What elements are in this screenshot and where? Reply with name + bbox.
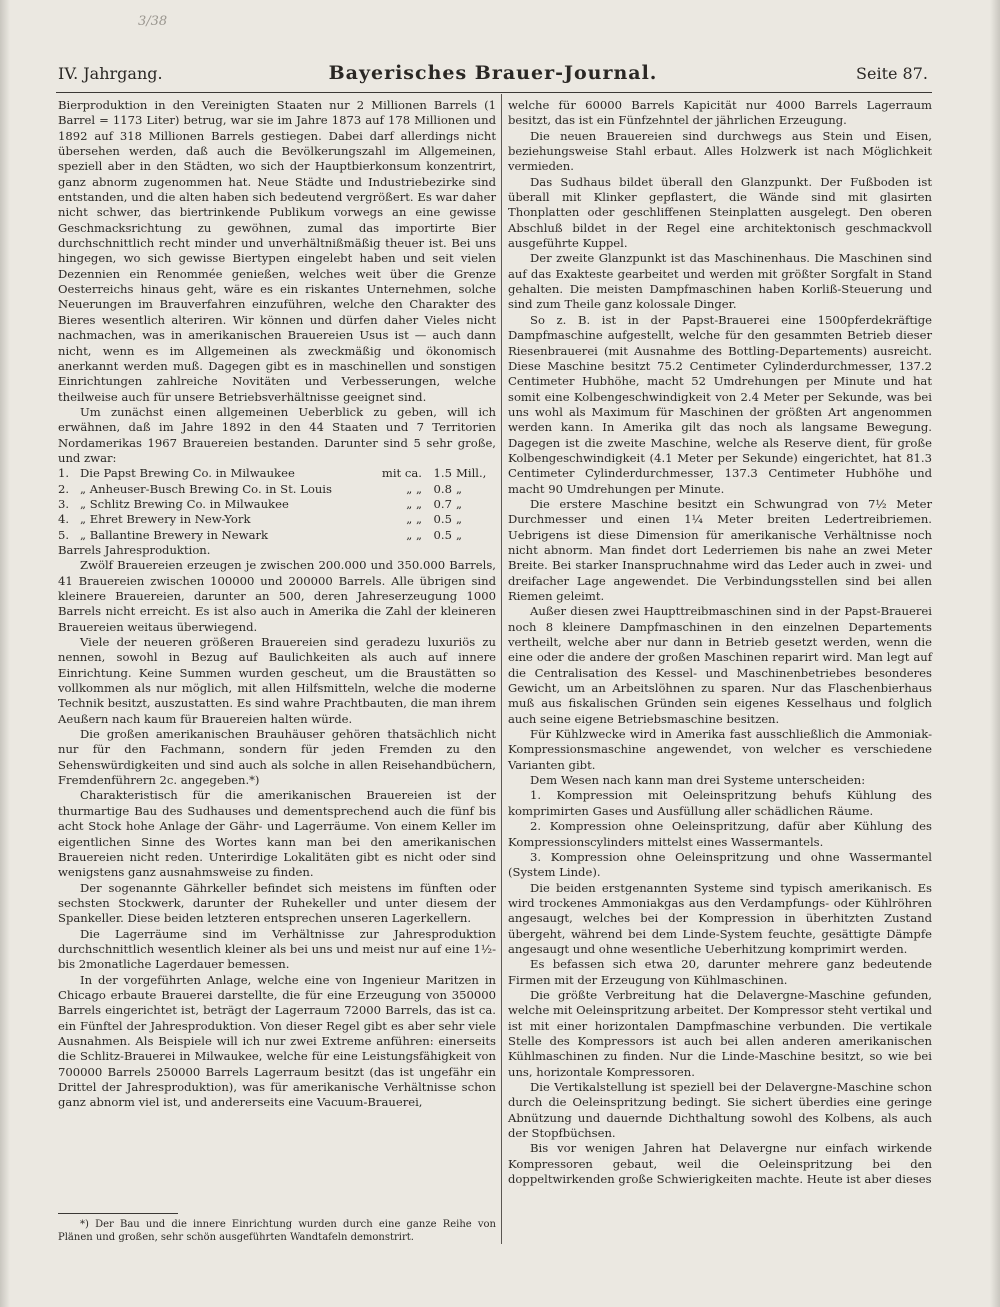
paragraph: Die neuen Brauereien sind durchwegs aus Stein und Eisen, beziehungsweise Stahl erbaut. Alles Holzwerk ist nach Möglichkeit vermieden.	[508, 128, 932, 174]
column-divider	[501, 94, 502, 1244]
list-number: 2.	[58, 481, 70, 496]
paragraph: Der zweite Glanzpunkt ist das Maschinenhaus. Die Maschinen sind auf das Exakteste gearbeitet und werden mit größter Sorgfalt in Stand gehalten. Die meisten Dampfmaschinen haben Korliß-Steuerung und sind zum Theile ganz kolossale Dinger.	[508, 251, 932, 312]
list-item	[58, 482, 496, 497]
list-item	[58, 528, 496, 543]
footnote-text: *) Der Bau und die innere Einrichtung wurden durch eine ganze Reihe von Plänen und großen, sehr schön ausgeführten Wandtafeln demonstrirt.	[58, 1219, 496, 1243]
running-header	[58, 64, 928, 90]
paragraph: 2. Kompression ohne Oeleinspritzung, dafür aber Kühlung des Kompressionscylinders mittelst eines Wassermantels.	[508, 819, 932, 849]
brewery-unit: „	[456, 481, 463, 496]
footnote	[58, 1218, 496, 1244]
brewery-unit: „	[456, 512, 463, 527]
paragraph: Die großen amerikanischen Brauhäuser gehören thatsächlich nicht nur für den Fachmann, sondern für jeden Fremden zu den Sehenswürdigkeiten und sind auch als solche in allen Reisehandbüchern, Fremdenführern 2c. angegeben.*)	[58, 727, 496, 788]
paragraph: Die Lagerräume sind im Verhältnisse zur Jahresproduktion durchschnittlich wesentlich kleiner als bei uns und meist nur auf eine 1½- bis 2monatliche Lagerdauer bemessen.	[58, 926, 496, 972]
brewery-unit: „	[456, 496, 463, 511]
brewery-name: „ Anheuser-Busch Brewing Co. in St. Louis	[80, 481, 332, 496]
paragraph: Für Kühlzwecke wird in Amerika fast ausschließlich die Ammoniak-Kompressionsmaschine angewendet, von welcher es verschiedene Varianten gibt.	[508, 727, 932, 772]
list-number: 1.	[58, 466, 70, 481]
brewery-approx: „ „	[406, 512, 422, 527]
page-edge-left	[0, 0, 10, 1307]
brewery-approx: mit ca.	[381, 466, 422, 481]
paragraph: 3. Kompression ohne Oeleinspritzung und ohne Wassermantel (System Linde).	[508, 849, 932, 880]
brewery-list	[58, 466, 496, 543]
paragraph: So z. B. ist in der Papst-Brauerei eine 1500pferdekräftige Dampfmaschine aufgestellt, welche für den gesammten Betrieb dieser Riesenbrauerei (mit Ausnahme des Bottling-Departements) ausreicht. Diese Maschine besitzt 75.2 Centimeter Cylinderdurchmesser, 137.2 Centimeter Hubhöhe, macht 52 Umdrehungen per Minute und hat somit eine Kolbengeschwindigkeit von 2.4 Meter per Sekunde, was bei uns wohl als Maximum für Maschinen der größten Art angenommen werden kann. In Amerika gilt das noch als langsame Bewegung. Dagegen ist die zweite Maschine, welche als Reserve dient, für große Kolbengeschwindigkeit (4.1 Meter per Sekunde) eingerichtet, hat 81.3 Centimeter Cylinderdurchmesser, 137.3 Centimeter Hubhöhe und macht 90 Umdrehungen per Minute.	[508, 312, 932, 496]
paragraph: Bis vor wenigen Jahren hat Delavergne nur einfach wirkende Kompressoren gebaut, weil die Oeleinspritzung bei den doppeltwirkenden große Schwierigkeiten machte. Heute ist aber dieses	[508, 1141, 932, 1187]
list-number: 5.	[58, 527, 70, 542]
paragraph: In der vorgeführten Anlage, welche eine von Ingenieur Maritzen in Chicago erbaute Brauerei darstellte, die für eine Erzeugung von 350000 Barrels eingerichtet ist, beträgt der Lagerraum 72000 Barrels, das ist ca. ein Fünftel der Jahresproduktion. Von dieser Regel gibt es aber sehr viele Ausnahmen. Als Beispiele will ich nur zwei Extreme anführen: einerseits die Schlitz-Brauerei in Milwaukee, welche für eine Leistungsfähigkeit von 700000 Barrels 250000 Barrels Lagerraum besitzt (das ist ungefähr ein Drittel der Jahresproduktion), was für amerikanische Verhältnisse schon ganz abnorm viel ist, und andererseits eine Vacuum-Brauerei,	[58, 972, 496, 1110]
paragraph: Das Sudhaus bildet überall den Glanzpunkt. Der Fußboden ist überall mit Klinker gepflastert, die Wände sind mit glasirten Thonplatten oder geschliffenen Steinplatten ausgelegt. Den oberen Abschluß bildet in der Regel eine architektonisch geschmackvoll ausgeführte Kuppel.	[508, 174, 932, 251]
paragraph: Dem Wesen nach kann man drei Systeme unterscheiden:	[530, 773, 866, 788]
brewery-value: 0.5	[433, 512, 452, 527]
paragraph: 1. Kompression mit Oeleinspritzung behufs Kühlung des komprimirten Gases und Ausfüllung aller schädlichen Räume.	[508, 788, 932, 818]
paragraph: welche für 60000 Barrels Kapicität nur 4000 Barrels Lagerraum besitzt, das ist ein Fünfzehntel der jährlichen Erzeugung.	[508, 98, 932, 128]
brewery-unit: „	[456, 527, 463, 542]
paragraph: Um zunächst einen allgemeinen Ueberblick zu geben, will ich erwähnen, daß im Jahre 1892 in den 44 Staaten und 7 Territorien Nordamerikas 1967 Brauereien bestanden. Darunter sind 5 sehr große, und zwar:	[58, 404, 496, 465]
paragraph: Barrels Jahresproduktion.	[58, 542, 211, 557]
brewery-name: Die Papst Brewing Co. in Milwaukee	[80, 466, 295, 481]
brewery-unit: Mill.,	[456, 466, 487, 481]
right-column	[508, 98, 932, 1187]
page-number: Seite 87.	[856, 64, 928, 83]
page-edge-right	[990, 0, 1000, 1307]
list-number: 3.	[58, 496, 70, 511]
volume-label: IV. Jahrgang.	[58, 64, 163, 83]
brewery-value: 1.5	[433, 466, 452, 481]
paragraph: Bierproduktion in den Vereinigten Staaten nur 2 Millionen Barrels (1 Barrel = 1173 Liter) betrug, war sie im Jahre 1873 auf 178 Millionen und 1892 auf 318 Millionen Barrels gestiegen. Dabei darf allerdings nicht übersehen werden, daß auch die Bevölkerungszahl im Allgemeinen, speziell aber in den Städten, wo sich der Hauptbierkonsum konzentrirt, ganz abnorm zugenommen hat. Neue Städte und Industriebezirke sind entstanden, und die alten haben sich bedeutend vergrößert. Es war daher nicht schwer, das biertrinkende Publikum vorwegs an eine gewisse Geschmacksrichtung zu gewöhnen, zumal das importirte Bier durchschnittlich recht minder und unverhältnißmäßig theuer ist. Bei uns hingegen, wo sich gewisse Biertypen eingelebt haben und seit vielen Dezennien ein Renommée genießen, welches weit über die Grenze Oesterreichs hinaus geht, wäre es ein riskantes Unternehmen, solche Neuerungen im Brauverfahren einzuführen, welche den Charakter des Bieres wesentlich alteriren. Wir können und dürfen daher Vieles nicht nachmachen, was in amerikanischen Brauereien Usus ist — auch dann nicht, wenn es im Allgemeinen als zweckmäßig und ökonomisch anerkannt werden muß. Dagegen gibt es in maschinellen und sonstigen Einrichtungen zahlreiche Novitäten und Verbesserungen, welche theilweise auch für unsere Betriebsverhältnisse geeignet sind.	[58, 98, 496, 404]
paragraph: Es befassen sich etwa 20, darunter mehrere ganz bedeutende Firmen mit der Erzeugung von Kühlmaschinen.	[508, 957, 932, 987]
pencil-annotation: 3/38	[138, 14, 168, 29]
brewery-value: 0.5	[433, 527, 452, 542]
paragraph: Charakteristisch für die amerikanischen Brauereien ist der thurmartige Bau des Sudhauses und dementsprechend auch die fünf bis acht Stock hohe Anlage der Gähr- und Lagerräume. Von einem Keller im eigentlichen Sinne des Wortes kann man bei den amerikanischen Brauereien nicht reden. Unterirdige Lokalitäten gibt es nicht oder sind wenigstens ganz ausnahmsweise zu finden.	[58, 788, 496, 880]
paragraph: Der sogenannte Gährkeller befindet sich meistens im fünften oder sechsten Stockwerk, darunter der Ruhekeller und unter diesem der Spankeller. Diese beiden letzteren entsprechen unseren Lagerkellern.	[58, 880, 496, 926]
paragraph: Viele der neueren größeren Brauereien sind geradezu luxuriös zu nennen, sowohl in Bezug auf Baulichkeiten als auch auf innere Einrichtung. Keine Summen wurden gescheut, um die Braustätten so vollkommen als nur möglich, mit allen Hilfsmitteln, welche die moderne Technik besitzt, auszustatten. Es sind wahre Prachtbauten, die man ihrem Aeußern nach kaum für Brauereien halten würde.	[58, 635, 496, 726]
brewery-approx: „ „	[406, 527, 422, 542]
list-item	[58, 512, 496, 527]
brewery-approx: „ „	[406, 496, 422, 511]
paragraph: Die Vertikalstellung ist speziell bei der Delavergne-Maschine schon durch die Oeleinspritzung bedingt. Sie sichert überdies eine geringe Abnützung und dauernde Dichthaltung sowohl des Kolbens, als auch der Stopfbüchsen.	[508, 1080, 932, 1141]
brewery-name: „ Ballantine Brewery in Newark	[80, 527, 269, 542]
left-column	[58, 98, 496, 1111]
paragraph: Die erstere Maschine besitzt ein Schwungrad von 7½ Meter Durchmesser und einen 1¼ Meter breiten Ledertreibriemen. Uebrigens ist diese Dimension für amerikanische Verhältnisse noch nicht abnorm. Man findet dort Lederriemen bis nahe an zwei Meter Breite. Bei starker Inanspruchnahme wird das Leder auch in zwei- und dreifacher Lage angewendet. Die Verbindungsstellen sind bei allen Riemen geleimt.	[508, 496, 932, 603]
paragraph: Außer diesen zwei Haupttreibmaschinen sind in der Papst-Brauerei noch 8 kleinere Dampfmaschinen in den einzelnen Departements vertheilt, welche aber nur dann in Betrieb gesetzt werden, wenn die eine oder die andere der großen Maschinen reparirt wird. Man legt auf die Centralisation des Kessel- und Maschinenbetriebes besonderes Gewicht, um an Arbeitslöhnen zu sparen. Nur das Flaschenbierhaus muß aus fiskalischen Gründen sein eigenes Kesselhaus und folglich auch seine eigene Betriebsmaschine besitzen.	[508, 604, 932, 726]
list-item	[58, 466, 496, 481]
paragraph: Die größte Verbreitung hat die Delavergne-Maschine gefunden, welche mit Oeleinspritzung arbeitet. Der Kompressor steht vertikal und ist mit einer horizontalen Dampfmaschine verbunden. Die vertikale Stelle des Kompressors ist auch bei allen anderen amerikanischen Kühlmaschinen zu finden. Nur die Linde-Maschine besitzt, so wie bei uns, horizontale Kompressoren.	[508, 987, 932, 1079]
list-item	[58, 497, 496, 512]
brewery-approx: „ „	[406, 481, 422, 496]
brewery-name: „ Schlitz Brewing Co. in Milwaukee	[80, 496, 289, 511]
brewery-name: „ Ehret Brewery in New-York	[80, 512, 251, 527]
list-number: 4.	[58, 512, 70, 527]
journal-title: Bayerisches Brauer-Journal.	[328, 62, 658, 84]
brewery-value: 0.8	[433, 481, 452, 496]
footnote-rule	[58, 1213, 178, 1214]
paragraph: Zwölf Brauereien erzeugen je zwischen 200.000 und 350.000 Barrels, 41 Brauereien zwischen 100000 und 200000 Barrels. Alle übrigen sind kleinere Brauereien, darunter an 500, deren Jahreserzeugung 1000 Barrels nicht erreicht. Es ist also auch in Amerika die Zahl der kleineren Brauereien weitaus überwiegend.	[58, 558, 496, 634]
paragraph: Die beiden erstgenannten Systeme sind typisch amerikanisch. Es wird trockenes Ammoniakgas aus den Verdampfungs- oder Kühlröhren angesaugt, welches bei der Kompression in überhitzten Zustand übergeht, während bei dem Linde-System feuchte, gesättigte Dämpfe angesaugt und ohne wesentliche Ueberhitzung komprimirt werden.	[508, 880, 932, 956]
brewery-value: 0.7	[433, 496, 452, 511]
header-rule	[56, 92, 932, 93]
